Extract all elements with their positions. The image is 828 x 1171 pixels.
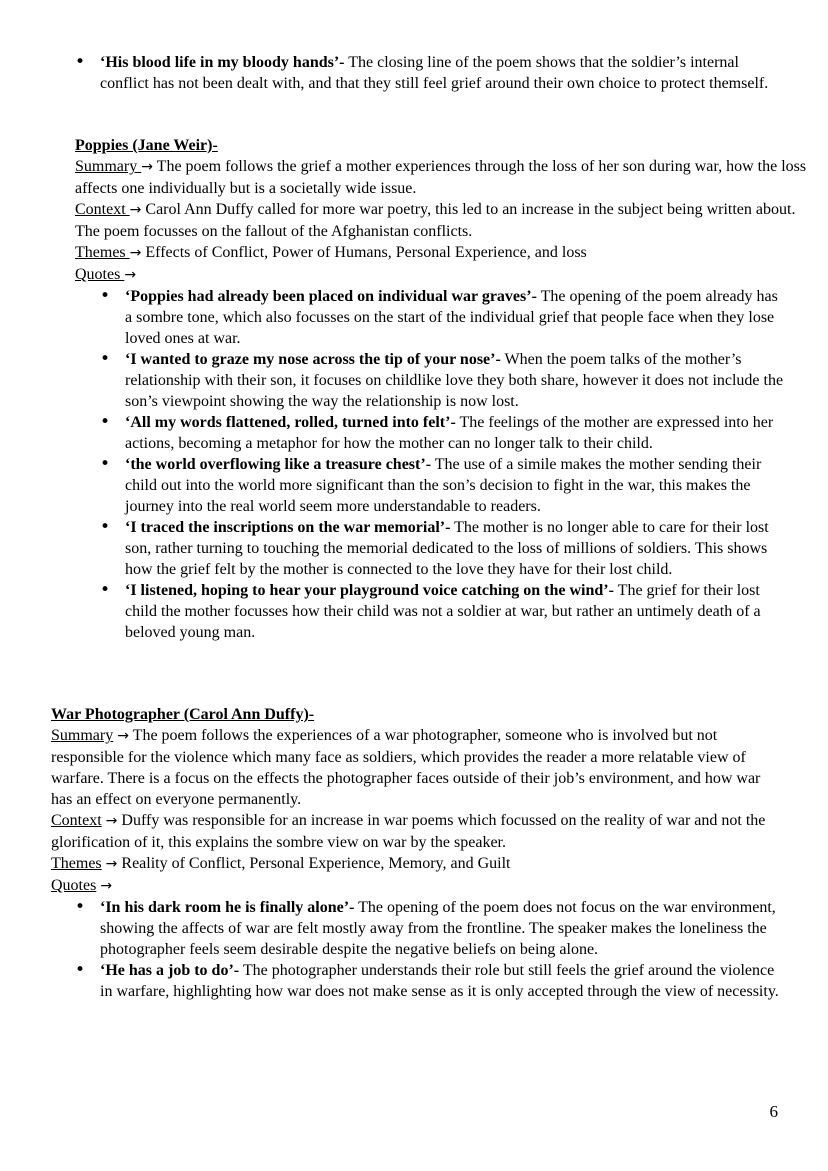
context-text: Duffy was responsible for an increase in war poems which focussed on the reality of war and not the glorification of it, this explains the sombre view on war by the speaker. [51,812,766,851]
quote-analysis: The use of a simile makes the mother sending their child out into the world more significant than the son’s decision to fight in the war, this makes the journey into the real world seem more understandable to readers. [125,456,762,515]
quote-analysis: The closing line of the poem shows that the soldier’s internal conflict has not been dealt with, and that they still feel grief around their own choice to protect themself. [100,54,769,92]
quote-text: ‘I wanted to graze my nose across the tip of your nose’- [125,351,501,368]
quote-analysis: When the poem talks of the mother’s relationship with their son, it focuses on childlike love they both share, however it does not include the son’s viewpoint showing the way the relationship is now lost. [125,351,784,410]
quote-analysis: The feelings of the mother are expressed into her actions, becoming a metaphor for how the mother can no longer talk to their child. [125,414,774,452]
arrow-icon: → [129,245,142,261]
themes-line [75,242,815,264]
themes-text: Reality of Conflict, Personal Experience, Memory, and Guilt [117,855,511,872]
quote-text: ‘All my words flattened, rolled, turned into felt’- [125,414,456,431]
arrow-icon: → [117,728,129,744]
list-item [125,454,785,517]
list-item [125,412,785,454]
section-title: Poppies (Jane Weir)- [75,137,218,154]
war-photographer-section [51,704,781,1002]
summary-text: The poem follows the experiences of a war photographer, someone who is involved but not responsible for the violence which many face as soldiers, which provides the reader a more relatable view of warfare. There is a focus on the effects the photographer faces outside of their job’s environment, and how war has an effect on everyone permanently. [51,727,761,808]
quote-text: ‘I traced the inscriptions on the war memorial’- [125,519,451,536]
summary-text: The poem follows the grief a mother experiences through the loss of her son during war, how the loss affects one individually but is a societally wide issue. [75,158,807,197]
list-item [100,960,780,1002]
list-item [125,580,785,643]
top-quote-list [100,52,780,94]
context-line [51,810,781,853]
quotes-label: Quotes [75,266,125,283]
summary-label: Summary [51,727,114,744]
context-text: Carol Ann Duffy called for more war poetry, this led to an increase in the subject being written about. The poem focusses on the fallout of the Afghanistan conflicts. [75,201,796,240]
quotes-line [51,875,781,897]
summary-line [51,725,781,810]
list-item [125,286,785,349]
themes-label: Themes [51,855,102,872]
themes-line [51,853,781,875]
quotes-line [75,264,815,286]
quote-text: ‘I listened, hoping to hear your playground voice catching on the wind’- [125,582,614,599]
summary-line [75,156,815,199]
quote-text: ‘Poppies had already been placed on individual war graves’- [125,288,537,305]
arrow-icon: → [105,856,118,872]
themes-text: Effects of Conflict, Power of Humans, Personal Experience, and loss [141,244,587,261]
summary-label: Summary [75,158,142,175]
quote-text: ‘He has a job to do’- [100,962,240,979]
quote-analysis: The opening of the poem does not focus on the war environment, showing the affects of war are felt mostly away from the frontline. The speaker makes the loneliness the photographer feels seem desirable despite the negative beliefs on being alone. [100,899,776,958]
quotes-label: Quotes [51,877,97,894]
quote-text: ‘His blood life in my bloody hands’- [100,54,345,71]
quotes-list [125,286,785,643]
context-label: Context [75,201,130,218]
quote-text: ‘In his dark room he is finally alone’- [100,899,355,916]
section-title: War Photographer (Carol Ann Duffy)- [51,706,315,723]
quote-analysis: The photographer understands their role but still feels the grief around the violence in warfare, highlighting how war does not make sense as it is only accepted through the view of necessity. [100,962,779,1000]
arrow-icon: → [105,813,118,829]
quote-text: ‘the world overflowing like a treasure chest’- [125,456,432,473]
list-item [100,52,780,94]
arrow-icon: → [129,202,142,218]
arrow-icon: → [124,267,137,283]
arrow-icon: → [141,159,153,175]
list-item [100,897,780,960]
page-number: 6 [769,1102,778,1121]
context-line [75,199,815,242]
arrow-icon: → [100,878,113,894]
context-label: Context [51,812,102,829]
themes-label: Themes [75,244,130,261]
quotes-list [100,897,780,1002]
quote-analysis: The mother is no longer able to care for their lost son, rather turning to touching the memorial dedicated to the loss of millions of soldiers. This shows how the grief felt by the mother is connected to the love they have for their lost child. [125,519,769,578]
list-item [125,517,785,580]
quote-analysis: The grief for their lost child the mother focusses how their child was not a soldier at war, but rather an untimely death of a beloved young man. [125,582,761,641]
quote-analysis: The opening of the poem already has a sombre tone, which also focusses on the start of the individual grief that people face when they lose loved ones at war. [125,288,778,347]
poppies-section [75,135,815,643]
list-item [125,349,785,412]
